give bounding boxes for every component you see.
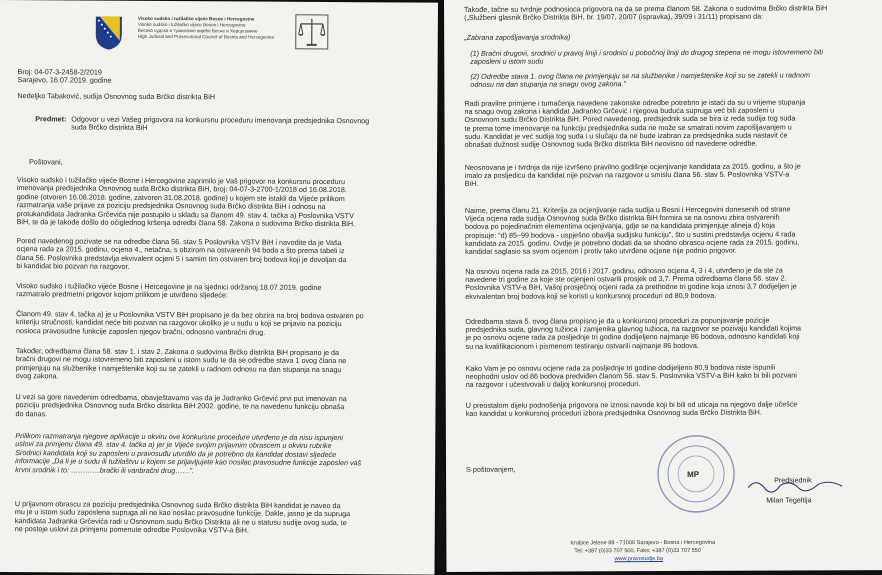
text-line: imalo za posljedicu da kandidat nije pozvan na razgovor u smislu člana 56. stav 5. Poslovnika VSTV-a xyxy=(465,171,789,181)
text-line: kandidata Jadranka Grčevića radi u Osnovnom sudu Brčko Distrikta ali ne u statusu sudije ovog suda, te xyxy=(15,517,347,527)
paragraph-4 xyxy=(0,0,438,3)
text-line: je po osnovu ocjene rada za posljednje tri godine dodijeljeno najmanje 86 bodova, odnosno kandidati koji xyxy=(465,333,799,343)
text-line: BiH. xyxy=(465,180,479,188)
text-line: odnosu na dan stupanja na snagu ovog zakona.” xyxy=(470,80,625,89)
text-line: U prijavnom obrascu za poziciju predsjednika Osnovnog suda Brčko distrikta BiH kandidat je naveo da xyxy=(15,500,341,510)
text-line: („Službeni glasnik Brčko Distrikta BiH, br. 19/07, 20/07 (ispravka), 39/09 i 31/11) propisano da: xyxy=(464,13,763,23)
subject-text: Odgovor u vezi Vašeg prigovora na konkursnu proceduru imenovanja predsjednika Osnovnog suda Brčko distrikta BiH xyxy=(71,115,371,134)
subject-label: Predmet: xyxy=(35,115,66,124)
greeting: Poštovani, xyxy=(29,158,63,167)
text-line: na razgovor i učestvovali u daljoj konkursnoj proceduri. xyxy=(466,381,641,390)
text-line: Osnovnom sudu Brčko Distrikta BiH. Pored navedenog, predsjednik suda se bira iz reda sudija tog suda xyxy=(465,115,796,125)
text-line: Odredbama stava 5. ovog člana propisno je da u konkursnoj proceduri za popunjavanje pozicije xyxy=(465,317,769,327)
letterhead-line-1: Visoko sudsko i tužilačko vijeće Bosne i Hercegovine xyxy=(138,16,255,22)
text-line: Kako Vam je po osnovu ocjene rada za posljednje tri godine dodijeljeno 80,9 bodova niste ispunili xyxy=(466,364,776,374)
text-line: bodova po pojedinačnim elementima ocjenjivanja, gdje se na kandidata primjenjuje alineja d) koja xyxy=(465,222,775,232)
stamp-center-text: MP xyxy=(687,471,699,479)
text-line: nosioca pravosudne funkcije zaposlen njegov bračni, odnosno vanbračni drug. xyxy=(16,327,265,337)
text-line: informacije „Da li je u sudu ili tužilaštvu u kojem se prijavljujete kao nosilac pravosudne funkcije zaposlen vaš xyxy=(15,457,361,468)
text-line: ekvivalentan broj bodova koji se koristi u konkursnoj proceduri od 80,9 bodova. xyxy=(465,291,716,301)
letter-page-1 xyxy=(0,0,438,575)
text-line: U preostalom dijelu podnošenja prigovora ne iznosi navode koji bi bili od uticaja na njegovo dalje učešće xyxy=(466,400,798,410)
footer-address: Kraljice Jelene 88 - 71000 Sarajevo - Bosna i Hercegovina xyxy=(570,541,715,547)
text-line: kao kandidat u konkursnoj proceduri izbora predsjednika Osnovnog suda Brčko Distrikta BiH. xyxy=(466,409,762,419)
text-line: Takođe, tačne su tvrdnje podnosioca prigovora na da se prema članom 58. Zakona o sudovima Brčko distrikta BiH xyxy=(464,4,827,14)
text-line: propisuje: “d) 85–99 bodova - uspješno obavlja sudijsku funkciju”, što u sustini predstavlja ocjenu 4 rada xyxy=(465,230,795,240)
text-line: Pored navedenog pozivate se na odredbe člana 56. stav 5 Poslovnika VSTV BiH i navodite da je Vaša xyxy=(17,237,342,247)
text-line: Prilikom razmatranja njegove aplikacije u okviru ove konkursne procedure utvrđeno je da nisu ispunjeni xyxy=(15,432,343,442)
paragraph-8 xyxy=(0,0,438,3)
text-line: navedene tri godine za koje ste ocjenjeni ostvarili prosjek od 3,7. Prema odredbama člana 56. stav 2. xyxy=(465,275,786,285)
paragraph-6 xyxy=(0,0,438,3)
signer-title: Predsjednik xyxy=(774,476,812,485)
text-line: protukandidata Jadranka Grčevića nije postupilo u skladu sa članom 49. stav 4. tačka a) Poslovnika VSTV xyxy=(17,210,354,220)
text-line: mu je u istom sudu zaposlena supruga ali ne kao nosilac pravosudne funkcije. Dakle, jasno je da supruga xyxy=(15,508,350,518)
text-line: na snagu ovog zakona i kandidat Jadranko Grčević i njegova buduća supruga već bili zaposleni u xyxy=(464,107,774,117)
addressee: Nedeljko Tabaković, sudija Osnovnog suda Brčko distrikta BiH xyxy=(17,92,215,102)
text-line: poziciju predsjednika Osnovnog suda Brčko distrikta BiH 2002. godine, te na navedenu funkciju obnaša xyxy=(15,401,344,411)
text-line: BiH, te da je takođe došlo do očiglednog kršenja odredbi člana 58. Zakona o sudovima Brčko distrikta BiH. xyxy=(17,218,355,228)
text-line: su na kvalifikacionom i pismenom testiranju ostvarili najmanje 86 bodova. xyxy=(465,341,698,350)
scales-of-justice-icon xyxy=(295,14,329,50)
text-line: razmatralo predmetni prigovor kojom prilikom je utvrđeno sljedeće: xyxy=(16,290,228,300)
paragraph-1 xyxy=(0,0,438,3)
footer-phone: Tel: +387 (0)33 707 500, Faks: +387 (0)33 707 550 xyxy=(574,549,701,555)
signer-name: Milan Tegeltija xyxy=(766,496,811,505)
text-line: ne postoje uslovi za primjenu pomenute odredbe Poslovnika VSTV-a BiH. xyxy=(15,525,249,535)
text-line: do danas. xyxy=(15,410,47,419)
text-line: Vijeća ocjena rada sudija Osnovnog suda Brčko distrikta BiH formira se na osnovu zbira ostvarenih xyxy=(465,214,780,224)
text-line: Također, odredbama člana 58. stav 1. i stav 2. Zakona o sudovima Brčko distrikta BiH propisano je da xyxy=(16,347,339,357)
text-line: Neosnovana je i tvrdnja da nije izvršeno pravilno godišnje ocjenjivanje kandidata za 2015. godinu, a što je xyxy=(465,162,801,172)
text-line: krvni srodnik i to: …………brački ili vanbračni drug……”. xyxy=(15,466,194,475)
text-line: (1) Bračni drugovi, srodnici u pravoj liniji i srodnici u pobočnoj liniji do drugog stepena ne mogu istovremeno biti xyxy=(470,48,823,58)
text-line: razmatranja vaše prijave za poziciju predsjednika Osnovnog suda Brčko distrikta BiH i odnosu na xyxy=(17,201,326,211)
text-line: bračni drugovi ne mogu istovremeno biti zaposleni u istom sudu te da se odredbe stava 1 ovog člana ne xyxy=(16,355,346,365)
paragraph-7 xyxy=(0,0,438,3)
text-line: zaposleni u istom sudu xyxy=(470,58,543,67)
coat-of-arms-icon xyxy=(94,15,124,51)
paragraph-2 xyxy=(0,0,438,3)
text-line: ocjena rada za 2015. godinu, ocjena 4., netačna, s obzirom na ostvarenih 94 boda a što prema tabeli iz xyxy=(16,245,344,255)
letter-page-2 xyxy=(444,0,882,572)
text-line: Poslovnika VSTV-a BiH, Vašoj prosječnoj ocjeni rada za prethodne tri godine koja iznosi 3,7 dodijeljen je xyxy=(465,283,797,293)
text-line: Visoko sudsko i tužilačko vijeće Bosne i Hercegovine je na sjednici održanoj 18.07.2019. godine xyxy=(16,282,321,292)
text-line: sudu. Kandidat je već sudija tog suda i u slučaju da ne bude izabran za predsjednika suda nastavit će xyxy=(465,131,788,141)
letterhead-line-3: Високо судско и тужилачко вијеће Босне и Херцеговине xyxy=(138,28,258,34)
text-line: Visoko sudsko i tužilačko vijeće Bosne i Hercegovine zaprimilo je Vaš prigovor na konkursnu proceduru xyxy=(17,176,345,186)
text-line: kandidat saglasio sa svom ocjenom i protiv tako utvrđene ocjene nije podnio prigovor. xyxy=(465,247,737,257)
closing: S poštovanjem, xyxy=(466,466,516,475)
text-line: obnašati dužnost sudije Osnovnog suda Brčko distrikta BiH neovisno od navedene odredbe. xyxy=(465,140,758,150)
text-line: (2) Odredbe stava 1. ovog člana ne primjenjuju se na službenike i namještenike koji su se zatekli u radnom xyxy=(470,71,810,81)
text-line: imenovanja predsjednika Osnovnog suda Brčko distrikta BiH, broj: 04-07-3-2700-1/2018 od 16.08.2018. xyxy=(17,184,347,194)
letter-date: Sarajevo, 16.07.2019. godine xyxy=(17,76,111,85)
text-line: člana 56. Poslovnika predstavlja ekvivalent ocjeni 5 i samim tim ostvaren broj bodova koji je dovoljan da xyxy=(16,254,346,264)
text-line: kriteriju stručnosti, kandidat neće biti pozvan na razgovor ukoliko je u sudu u koji se prijavio na poziciju xyxy=(16,318,342,328)
text-line: Radi pravilne primjene i tumačenja navedene zakonske odredbe potrebno je istaći da su u vrijeme stupanja xyxy=(464,98,805,108)
law-heading: „Zabrana zapošljavanja srodnika) xyxy=(464,33,570,42)
text-line: bi kandidat bio pozvan na razgovor. xyxy=(16,262,129,271)
text-line: U vezi sa gore navedenim odredbama, obavještavamo vas da je Jadranko Grčević prvi put imenovan na xyxy=(16,393,347,403)
text-line: kandidata za 2015. godinu. Ovdje je potrebno dodati da se shodno obrascu ocjene rada za 2015. godinu, xyxy=(465,238,799,248)
letterhead-line-4: High Judicial and Prosecutorial Council of Bosnia and Herzegovina xyxy=(138,34,274,40)
text-line: uslovi za primjenu člana 49. stav 4. tačka a) jer je Vijeće svojim prijavnim obrascem u okviru rubrike xyxy=(15,440,331,450)
text-line: predsjednika suda, glavnog tužioca i zamjenika glavnog tužioca, na razgovor se pozivaju kandidati kojima xyxy=(465,325,801,335)
text-line: neophodni uslov od 86 bodova predviđen članom 56. stav 5. Poslovnika VSTV-a BiH kako bi bili pozvani xyxy=(466,372,797,382)
text-line: Naime, prema članu 21. Kriterija za ocjenjivanje rada sudija u Bosni i Hercegovini donesenih od strane xyxy=(465,205,791,215)
text-line: godine (otvoren 16.08.2018. godine, zatvoren 31.08.2018. godine) u kojem ste istakli da Vijeće prilikom xyxy=(17,193,345,203)
paragraph-3 xyxy=(0,0,438,3)
text-line: Na osnovu ocjena rada za 2015, 2016 i 2017. godinu, odnosno ocjena 4, 3 i 4, utvrđeno je da ste za xyxy=(465,267,783,277)
footer-website[interactable]: www.pravosudje.ba xyxy=(614,557,663,562)
letterhead-line-2: Visoko sudsko i tužilačko vijeće Bosne i Hercegovine xyxy=(138,22,246,28)
text-line: ovog zakona. xyxy=(16,372,59,381)
text-line: Članom 49. stav 4. tačka a) je u Poslovnika VSTV BiH propisano je da bez obzira na broj bodova ostvaren po xyxy=(16,310,364,321)
text-line: te prema tome imenovanje na funkciju predsjednika suda ne može se smatrati novim zapošljavanjem u xyxy=(465,123,792,133)
text-line: Srodnici kandidata koji su zaposleni u pravosuđu utvrdilo da je potrebno da kandidat dostavi sljedeće xyxy=(15,449,336,459)
reference-number: Broj: 04-07-3-2458-2/2019 xyxy=(18,68,102,77)
text-line: primjenjuju na službenike i namještenike koji su se zatekli u radnom odnosu na dan stupanja na snagu xyxy=(16,364,342,374)
paragraph-5 xyxy=(0,0,438,3)
